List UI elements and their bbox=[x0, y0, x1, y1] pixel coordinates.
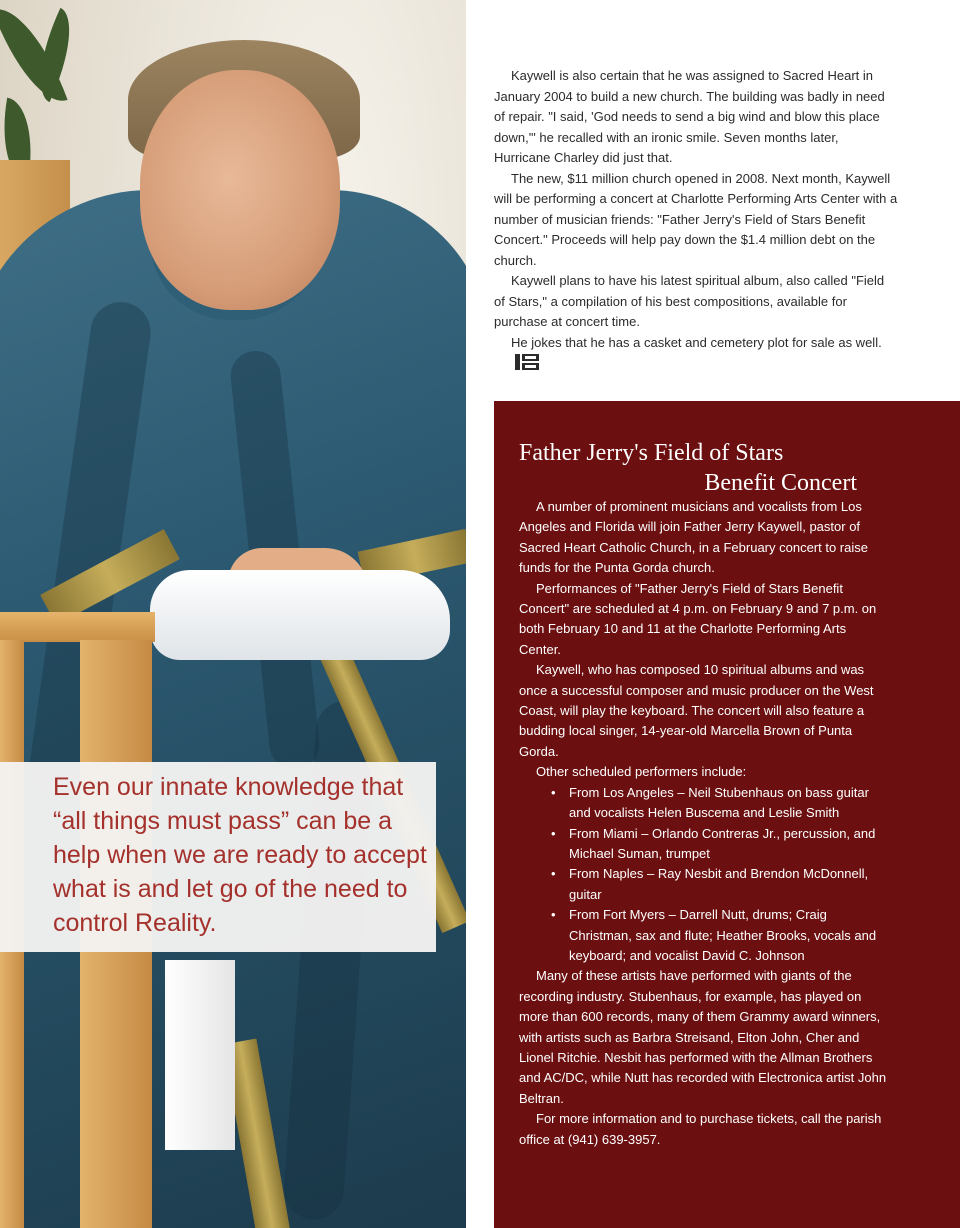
sidebar-title bbox=[519, 438, 857, 498]
performer-text: From Naples – Ray Nesbit and Brendon McDonnell, guitar bbox=[569, 866, 869, 902]
white-alb-sleeve bbox=[165, 960, 235, 1150]
white-towel bbox=[150, 570, 450, 660]
article-text bbox=[494, 66, 898, 377]
sidebar-paragraph: Performances of "Father Jerry's Field of Stars Benefit Concert" are scheduled at 4 p.m. on February 9 and 7 p.m. on both February 10 and 11 at the Charlotte Performing Arts Center. bbox=[519, 580, 877, 657]
performer-text: From Miami – Orlando Contreras Jr., percussion, and Michael Suman, trumpet bbox=[569, 825, 876, 861]
sidebar-title-line-2: Benefit Concert bbox=[704, 470, 857, 496]
article-paragraph: Kaywell plans to have his latest spiritual album, also called "Field of Stars," a compilation of his best compositions, available for purchase at concert time. bbox=[494, 273, 885, 329]
performer-list bbox=[519, 783, 887, 967]
performer-text: From Fort Myers – Darrell Nutt, drums; Craig Christman, sax and flute; Heather Brooks, vocals and keyboard; and vocalist David C. Johnson bbox=[569, 907, 877, 963]
sidebar-paragraph: A number of prominent musicians and vocalists from Los Angeles and Florida will join Father Jerry Kaywell, pastor of Sacred Heart Catholic Church, in a February concert to raise funds for the Punta Gorda church. bbox=[519, 499, 868, 576]
article-paragraph: The new, $11 million church opened in 2008. Next month, Kaywell will be performing a concert at Charlotte Performing Arts Center with a number of musician friends: "Father Jerry's Field of Stars Benefit Concert." Proceeds will help pay down the $1.4 million debt on the church. bbox=[494, 170, 898, 268]
bullet-icon: • bbox=[551, 907, 556, 923]
list-item bbox=[551, 905, 887, 966]
bullet-icon: • bbox=[551, 825, 556, 841]
sidebar-paragraph: Other scheduled performers include: bbox=[536, 764, 747, 780]
performer-text: From Los Angeles – Neil Stubenhaus on bass guitar and vocalists Helen Buscema and Leslie Smith bbox=[569, 784, 869, 821]
face bbox=[140, 70, 340, 310]
sidebar-body bbox=[519, 497, 887, 1150]
list-item bbox=[551, 783, 887, 824]
publication-end-mark-icon bbox=[498, 354, 539, 377]
list-item bbox=[551, 864, 887, 905]
list-item bbox=[551, 824, 887, 865]
sidebar-title-line-1: Father Jerry's Field of Stars bbox=[519, 440, 784, 466]
pull-quote: Even our innate knowledge that “all things must pass” can be a help when we are ready to accept what is and let go of the need to control Reality. bbox=[53, 773, 427, 937]
article-paragraph: Kaywell is also certain that he was assigned to Sacred Heart in January 2004 to build a new church. The building was badly in need of repair. "I said, 'God needs to send a big wind and blow this place down,'" he recalled with an ironic smile. Seven months later, Hurricane Charley did just that. bbox=[494, 68, 885, 165]
sidebar-paragraph: Kaywell, who has composed 10 spiritual albums and was once a successful composer and music producer on the West Coast, will play the keyboard. The concert will also feature a budding local singer, 14-year-old Marcella Brown of Punta Gorda. bbox=[519, 662, 874, 759]
bullet-icon: • bbox=[551, 784, 556, 800]
priest-photo bbox=[0, 0, 466, 1228]
bullet-icon: • bbox=[551, 866, 556, 882]
sidebar-paragraph: For more information and to purchase tickets, call the parish office at (941) 639-3957. bbox=[519, 1111, 882, 1147]
chair-armrest bbox=[0, 612, 155, 642]
sidebar-paragraph: Many of these artists have performed with giants of the recording industry. Stubenhaus, for example, has played on more than 600 records, many of them Grammy award winners, with artists such as Barbra Streisand, Elton John, Cher and Lionel Ritchie. Nesbit has performed with the Allman Brothers and AC/DC, while Nutt has recorded with Electronica artist John Beltran. bbox=[519, 968, 887, 1106]
article-paragraph: He jokes that he has a casket and cemetery plot for sale as well. bbox=[511, 334, 882, 350]
article-paragraph-last bbox=[494, 333, 898, 377]
